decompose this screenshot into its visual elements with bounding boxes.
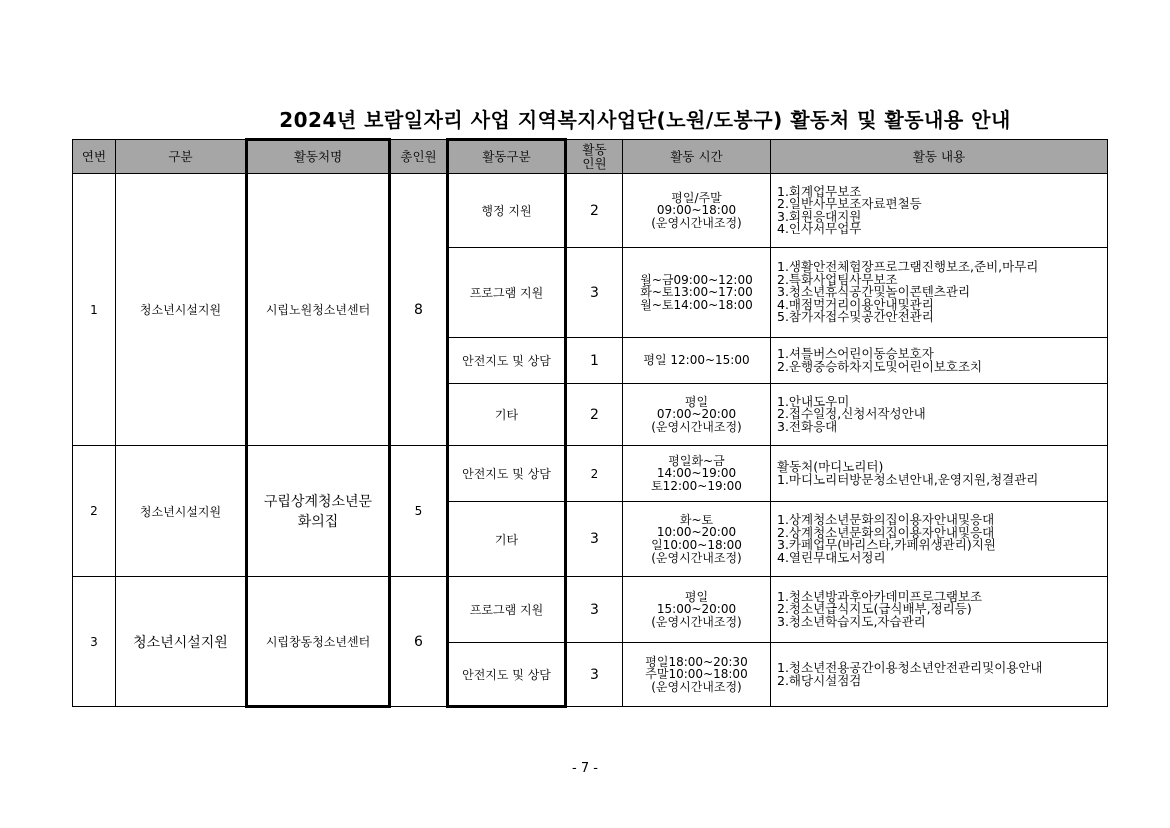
- row-activity-people: 3: [566, 502, 623, 577]
- row-activity-people: 2: [566, 174, 623, 248]
- table-row: [73, 174, 1108, 248]
- header-row: [73, 140, 1108, 174]
- header-content: 활동 내용: [771, 140, 1108, 174]
- header-no: 연번: [73, 140, 116, 174]
- row-time: 평일 15:00~20:00 (운영시간내조정): [623, 577, 771, 643]
- row-activity-type: 기타: [448, 384, 566, 446]
- row-activity-people: 2: [566, 446, 623, 502]
- row-activity-type: 기타: [448, 502, 566, 577]
- row-category: 청소년시설지원: [116, 446, 247, 577]
- row-activity-people: 3: [566, 577, 623, 643]
- row-content: 1.셔틀버스어린이동승보호자 2.운행중승하차지도및어린이보호조치: [771, 338, 1108, 384]
- header-time: 활동 시간: [623, 140, 771, 174]
- row-total: 8: [390, 174, 448, 446]
- row-content: 1.상계청소년문화의집이용자안내및응대 2.상계청소년문화의집이용자안내및응대 3.카페업무(바리스타,카페위생관리)지원 4.열린무대도서정리: [771, 502, 1108, 577]
- row-place: 구립상계청소년문 화의집: [247, 446, 390, 577]
- row-content: 1.안내도우미 2.접수일정,신청서작성안내 3.전화응대: [771, 384, 1108, 446]
- row-activity-type: 안전지도 및 상담: [448, 338, 566, 384]
- row-activity-people: 2: [566, 384, 623, 446]
- row-category: 청소년시설지원: [116, 174, 247, 446]
- row-activity-type: 안전지도 및 상담: [448, 643, 566, 707]
- page-title: 2024년 보람일자리 사업 지역복지사업단(노원/도봉구) 활동처 및 활동내용 안내: [279, 108, 1011, 132]
- row-activity-people: 3: [566, 248, 623, 338]
- row-place: 시립노원청소년센터: [247, 174, 390, 446]
- row-activity-type: 프로그램 지원: [448, 577, 566, 643]
- activity-table: [72, 138, 1108, 708]
- row-activity-people: 3: [566, 643, 623, 707]
- row-time: 평일 12:00~15:00: [623, 338, 771, 384]
- row-activity-type: 안전지도 및 상담: [448, 446, 566, 502]
- page-number: - 7 -: [572, 761, 598, 776]
- table-row: [73, 446, 1108, 502]
- header-total: 총인원: [390, 140, 448, 174]
- row-no: 3: [73, 577, 116, 707]
- row-content: 활동처(마디노리터) 1.마디노리터방문청소년안내,운영지원,청결관리: [771, 446, 1108, 502]
- header-activity-people: 활동 인원: [566, 140, 623, 174]
- row-place: 시립창동청소년센터: [247, 577, 390, 707]
- header-activity-type: 활동구분: [448, 140, 566, 174]
- row-time: 월~금09:00~12:00 화~토13:00~17:00 월~토14:00~18:00: [623, 248, 771, 338]
- row-activity-people: 1: [566, 338, 623, 384]
- row-time: 평일18:00~20:30 주말10:00~18:00 (운영시간내조정): [623, 643, 771, 707]
- row-no: 2: [73, 446, 116, 577]
- header-category: 구분: [116, 140, 247, 174]
- row-content: 1.청소년전용공간이용청소년안전관리및이용안내 2.해당시설점검: [771, 643, 1108, 707]
- row-time: 평일/주말 09:00~18:00 (운영시간내조정): [623, 174, 771, 248]
- row-time: 평일 07:00~20:00 (운영시간내조정): [623, 384, 771, 446]
- row-time: 평일화~금 14:00~19:00 토12:00~19:00: [623, 446, 771, 502]
- row-content: 1.회계업무보조 2.일반사무보조자료편철등 3.회원응대지원 4.인사서무업무: [771, 174, 1108, 248]
- row-total: 6: [390, 577, 448, 707]
- row-activity-type: 프로그램 지원: [448, 248, 566, 338]
- row-time: 화~토 10:00~20:00 일10:00~18:00 (운영시간내조정): [623, 502, 771, 577]
- row-activity-type: 행정 지원: [448, 174, 566, 248]
- row-category: 청소년시설지원: [116, 577, 247, 707]
- table-row: [73, 577, 1108, 643]
- row-content: 1.생활안전체험장프로그램진행보조,준비,마무리 2.특화사업팀사무보조 3.청소년휴식공간및놀이콘텐츠관리 4.매점먹거리이용안내및관리 5.참가자접수및공간안전관리: [771, 248, 1108, 338]
- row-content: 1.청소년방과후아카데미프로그램보조 2.청소년급식지도(급식배부,정리등) 3.청소년학습지도,자습관리: [771, 577, 1108, 643]
- row-total: 5: [390, 446, 448, 577]
- header-place: 활동처명: [247, 140, 390, 174]
- row-no: 1: [73, 174, 116, 446]
